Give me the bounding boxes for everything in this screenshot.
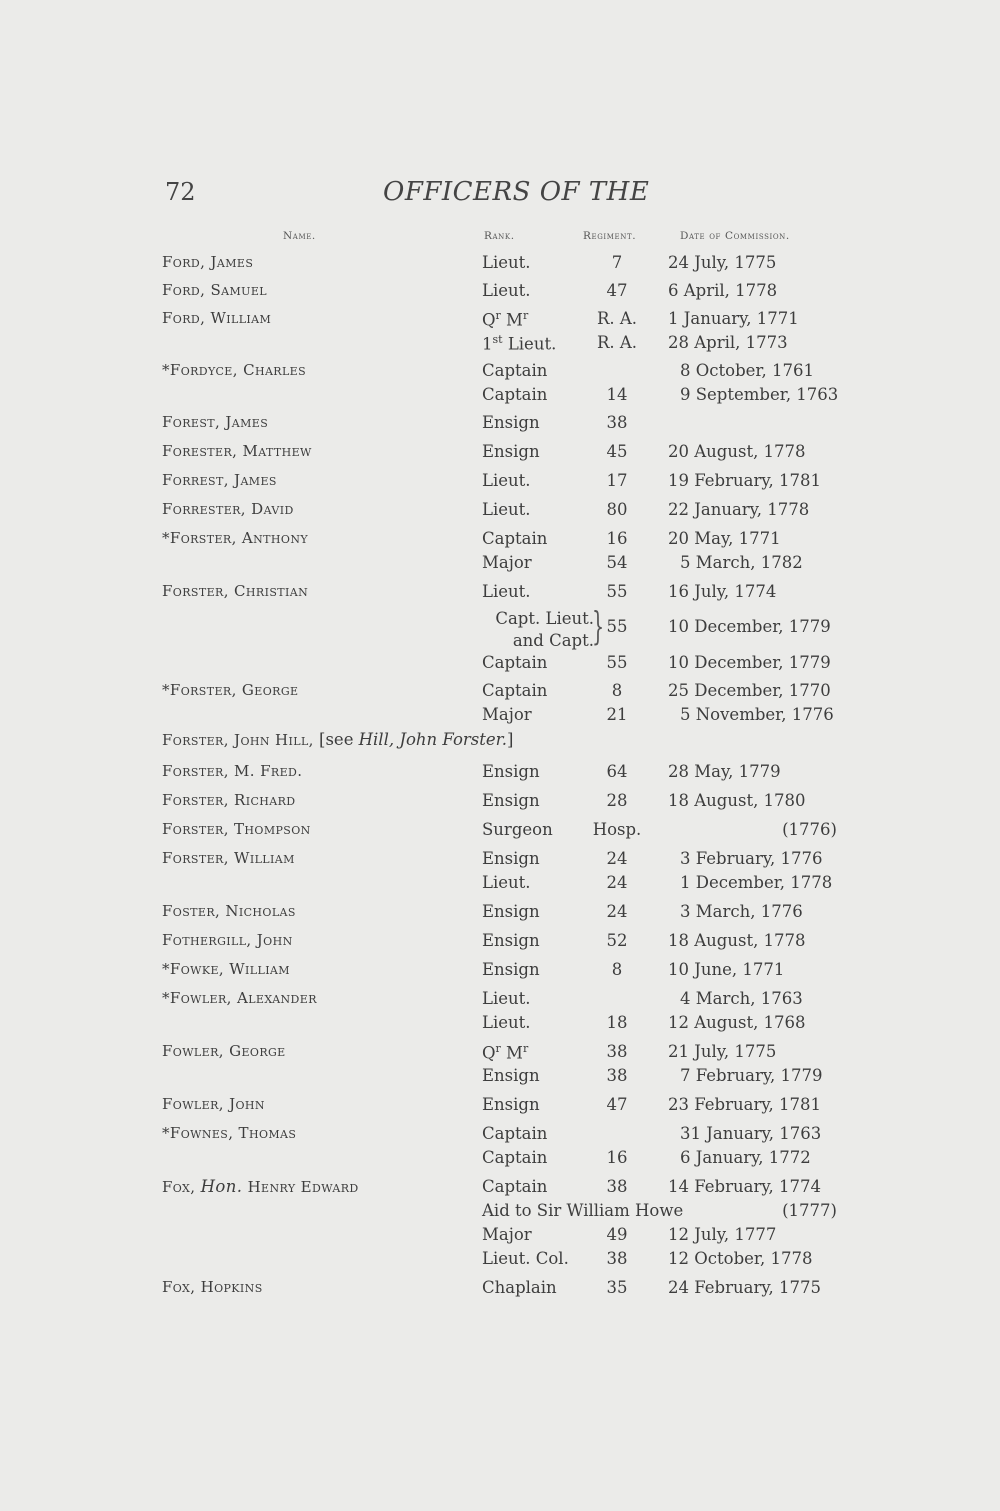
commission-date: 3 March, 1776 (680, 902, 803, 921)
table-row (0, 1201, 1000, 1225)
regiment: 38 (606, 413, 628, 432)
rank: Ensign (482, 960, 540, 979)
regiment: 18 (606, 1013, 628, 1032)
regiment: 38 (606, 1249, 628, 1268)
see-close: ] (506, 730, 514, 749)
table-row (0, 333, 1000, 357)
commission-date: 7 February, 1779 (680, 1066, 823, 1085)
rank: Ensign (482, 849, 540, 868)
table-row (0, 385, 1000, 409)
table-row (0, 1013, 1000, 1037)
rank: Ensign (482, 931, 540, 950)
table-row (0, 617, 1000, 641)
rank: 1st Lieut. (482, 333, 557, 354)
table-row (0, 1124, 1000, 1148)
rank: Captain (482, 1177, 548, 1196)
rank: Lieut. (482, 500, 531, 519)
regiment: 47 (606, 281, 628, 300)
table-row (0, 989, 1000, 1013)
table-row (0, 902, 1000, 926)
commission-date: 14 February, 1774 (668, 1177, 821, 1196)
rank: Captain (482, 681, 548, 700)
rank: Lieut. (482, 582, 531, 601)
commission-date: 1 January, 1771 (668, 309, 799, 328)
table-row (0, 931, 1000, 955)
table-row (0, 442, 1000, 466)
officer-name: *Fowke, William (162, 960, 290, 978)
commission-date: 21 July, 1775 (668, 1042, 777, 1061)
commission-date: 10 December, 1779 (668, 617, 831, 636)
table-row (0, 1095, 1000, 1119)
rank: Lieut. (482, 989, 531, 1008)
regiment: R. A. (596, 309, 638, 328)
column-header-regiment: Regiment. (583, 230, 637, 242)
rank: Lieut. (482, 253, 531, 272)
commission-date: 10 June, 1771 (668, 960, 785, 979)
table-row (0, 849, 1000, 873)
table-row (0, 1148, 1000, 1172)
regiment: 52 (606, 931, 628, 950)
commission-date: 18 August, 1780 (668, 791, 806, 810)
rank: $Q^r$ $M^r$ (482, 309, 529, 330)
table-row (0, 309, 1000, 333)
commission-date: 23 February, 1781 (668, 1095, 821, 1114)
rank: Lieut. (482, 471, 531, 490)
rank: Ensign (482, 791, 540, 810)
officer-name: Ford, James (162, 253, 254, 271)
officer-name: Fox, Hopkins (162, 1278, 263, 1296)
officer-name: *Fordyce, Charles (162, 361, 307, 379)
table-row (0, 529, 1000, 553)
officer-name: Forrest, James (162, 471, 277, 489)
commission-date: 4 March, 1763 (680, 989, 803, 1008)
officer-name: Forrester, David (162, 500, 294, 518)
rank: Major (482, 1225, 532, 1244)
commission-date: 28 April, 1773 (668, 333, 788, 352)
officer-name: Ford, Samuel (162, 281, 267, 299)
commission-date: 12 October, 1778 (668, 1249, 813, 1268)
rank: Captain (482, 1148, 548, 1167)
regiment: 47 (606, 1095, 628, 1114)
rank: Ensign (482, 442, 540, 461)
officer-name: Fox, Hon. Henry Edward (162, 1177, 359, 1196)
officer-name: Fowler, George (162, 1042, 286, 1060)
table-row (0, 820, 1000, 844)
table-row (0, 960, 1000, 984)
table-row (0, 361, 1000, 385)
regiment: Hosp. (592, 820, 642, 839)
commission-date: 20 August, 1778 (668, 442, 806, 461)
regiment: 49 (606, 1225, 628, 1244)
rank: Major (482, 553, 532, 572)
rank: Captain (482, 1124, 548, 1143)
commission-date: 24 February, 1775 (668, 1278, 821, 1297)
officer-name: Forster, Richard (162, 791, 296, 809)
see-text: [see (319, 730, 354, 749)
regiment: 38 (606, 1066, 628, 1085)
column-header-rank: Rank. (484, 230, 515, 242)
commission-date: (1776) (782, 820, 837, 839)
table-row (0, 873, 1000, 897)
commission-date: 1 December, 1778 (680, 873, 833, 892)
rank: Ensign (482, 902, 540, 921)
rank: Ensign (482, 762, 540, 781)
commission-date: 20 May, 1771 (668, 529, 781, 548)
officer-name: Forster, William (162, 849, 295, 867)
table-row (0, 582, 1000, 606)
officer-name: *Forster, Anthony (162, 529, 309, 547)
table-row (0, 762, 1000, 786)
officer-name: Forster, M. Fred. (162, 762, 303, 780)
officer-name: Forster, John Hill, (162, 731, 314, 749)
rank: Lieut. Col. (482, 1249, 569, 1268)
regiment: 24 (606, 849, 628, 868)
commission-date: 18 August, 1778 (668, 931, 806, 950)
commission-date: 12 July, 1777 (668, 1225, 777, 1244)
rank-line: and Capt. (512, 631, 594, 650)
table-row (0, 1278, 1000, 1302)
regiment: 64 (606, 762, 628, 781)
officer-name: Fothergill, John (162, 931, 293, 949)
running-head: OFFICERS OF THE (383, 177, 650, 207)
regiment: 8 (611, 960, 623, 979)
regiment: 21 (606, 705, 628, 724)
commission-date: 12 August, 1768 (668, 1013, 806, 1032)
rank: Surgeon (482, 820, 553, 839)
regiment: 38 (606, 1177, 628, 1196)
officer-name: Ford, William (162, 309, 272, 327)
rank: Ensign (482, 1095, 540, 1114)
table-row (0, 1225, 1000, 1249)
rank: Major (482, 705, 532, 724)
regiment: 24 (606, 873, 628, 892)
regiment: 14 (606, 385, 628, 404)
table-row (0, 1066, 1000, 1090)
regiment: 8 (611, 681, 623, 700)
rank: Captain (482, 653, 548, 672)
rank: Chaplain (482, 1278, 557, 1297)
table-row (0, 1249, 1000, 1273)
regiment: 54 (606, 553, 628, 572)
table-row (0, 1177, 1000, 1201)
officer-name: Fowler, John (162, 1095, 265, 1113)
regiment: 55 (606, 582, 628, 601)
commission-date: 5 November, 1776 (680, 705, 834, 724)
rank: Lieut. (482, 281, 531, 300)
officer-name: Forster, Thompson (162, 820, 311, 838)
see-target: Hill, John Forster. (358, 730, 507, 749)
commission-date: 8 October, 1761 (680, 361, 814, 380)
rank: Captain (482, 529, 548, 548)
regiment: 55 (606, 653, 628, 672)
regiment: 28 (606, 791, 628, 810)
cross-reference (162, 730, 513, 749)
brace-glyph: } (592, 604, 605, 648)
officer-name: *Fownes, Thomas (162, 1124, 297, 1142)
page-number: 72 (165, 178, 196, 206)
regiment: 45 (606, 442, 628, 461)
rank: Lieut. (482, 1013, 531, 1032)
table-row (0, 1042, 1000, 1066)
officer-name: Forest, James (162, 413, 269, 431)
table-row (0, 253, 1000, 277)
rank: Aid to Sir William Howe (482, 1201, 684, 1220)
rank: Captain (482, 385, 548, 404)
table-row (0, 471, 1000, 495)
table-row (0, 791, 1000, 815)
table-row (0, 705, 1000, 729)
commission-date: 31 January, 1763 (680, 1124, 822, 1143)
commission-date: 5 March, 1782 (680, 553, 803, 572)
commission-date: 6 April, 1778 (668, 281, 778, 300)
rank: Ensign (482, 413, 540, 432)
regiment: 17 (606, 471, 628, 490)
table-row (0, 413, 1000, 437)
table-row (0, 553, 1000, 577)
regiment: 80 (606, 500, 628, 519)
officer-name: Foster, Nicholas (162, 902, 296, 920)
commission-date: 25 December, 1770 (668, 681, 831, 700)
regiment: 35 (606, 1278, 628, 1297)
commission-date: 6 January, 1772 (680, 1148, 811, 1167)
officer-name: Forster, Christian (162, 582, 309, 600)
commission-date: 22 January, 1778 (668, 500, 810, 519)
commission-date: 24 July, 1775 (668, 253, 777, 272)
column-header-date: Date of Commission. (680, 230, 790, 242)
officer-name: *Fowler, Alexander (162, 989, 317, 1007)
rank-line: Capt. Lieut. (495, 609, 594, 628)
regiment: 55 (606, 617, 628, 636)
table-row (0, 281, 1000, 305)
commission-date: 3 February, 1776 (680, 849, 823, 868)
regiment: 24 (606, 902, 628, 921)
table-row (0, 653, 1000, 677)
commission-date: 10 December, 1779 (668, 653, 831, 672)
table-row (0, 681, 1000, 705)
commission-date: (1777) (782, 1201, 837, 1220)
regiment: 16 (606, 1148, 628, 1167)
column-header-name: Name. (283, 230, 316, 242)
rank: Captain (482, 361, 548, 380)
regiment: R. A. (596, 333, 638, 352)
commission-date: 19 February, 1781 (668, 471, 821, 490)
rank: Lieut. (482, 873, 531, 892)
commission-date: 16 July, 1774 (668, 582, 777, 601)
rank: $Q^r$ $M^r$ (482, 1042, 529, 1063)
regiment: 16 (606, 529, 628, 548)
table-row (0, 500, 1000, 524)
officer-name: *Forster, George (162, 681, 299, 699)
regiment: 7 (611, 253, 623, 272)
rank: Ensign (482, 1066, 540, 1085)
commission-date: 9 September, 1763 (680, 385, 839, 404)
regiment: 38 (606, 1042, 628, 1061)
commission-date: 28 May, 1779 (668, 762, 781, 781)
officer-name: Forester, Matthew (162, 442, 312, 460)
